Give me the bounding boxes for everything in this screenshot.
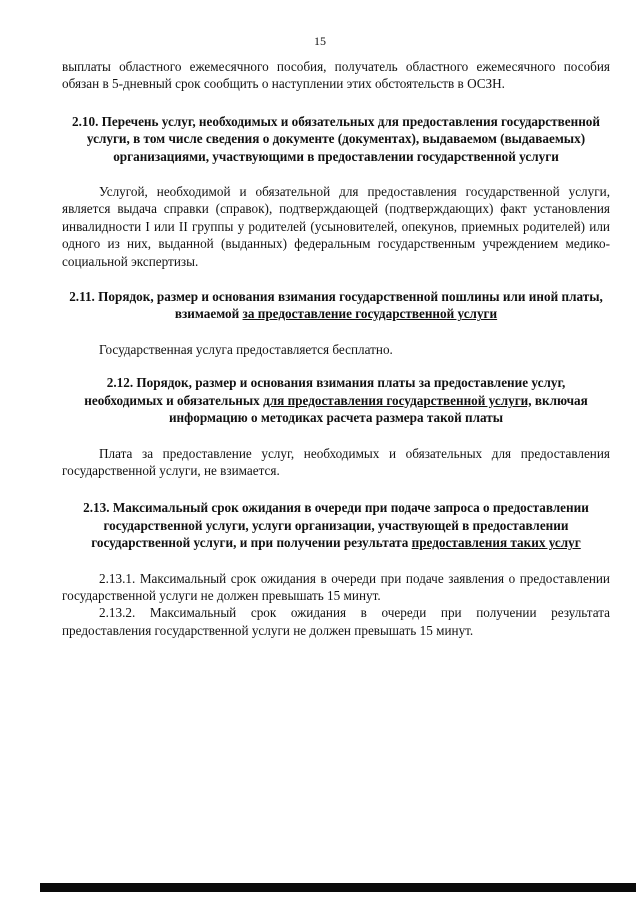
heading-2-12-underlined: для предоставления государственной услуги,	[263, 392, 532, 408]
intro-paragraph: выплаты областного ежемесячного пособия, получатель областного ежемесячного пособия обязан в 5-дневный срок сообщить о наступлении этих обстоятельств в ОСЗН.	[62, 59, 610, 92]
heading-2-12-text-end: включая информацию о методиках расчета размера такой платы	[168, 392, 588, 426]
heading-2-11	[62, 288, 610, 323]
paragraph-2-10: Услугой, необходимой и обязательной для предоставления государственной услуги, является выдача справки (справок), подтверждающей (подтверждающих) факт установления инвалидности I или II группы у родителей (усыновителей, опекунов, приемных родителей) или одного из них, выданной (выданных) федеральным государственным учреждением медико-социальной экспертизы.	[62, 184, 610, 269]
page-number: 15	[314, 34, 326, 48]
heading-2-13-underlined: предоставления таких услуг	[411, 535, 581, 551]
paragraph-2-11: Государственная услуга предоставляется бесплатно.	[99, 341, 393, 357]
heading-2-10	[62, 113, 610, 165]
paragraph-2-13-2: 2.13.2. Максимальный срок ожидания в очереди при получении результата предоставления государственной услуги не должен превышать 15 минут.	[62, 605, 610, 638]
paragraph-2-12: Плата за предоставление услуг, необходимых и обязательных для предоставления государственной услуги, не взимается.	[62, 445, 610, 478]
heading-2-11-underlined: за предоставление государственной услуги	[242, 306, 498, 322]
heading-2-11-text: 2.11. Порядок, размер и основания взимания государственной пошлины или иной платы, взимаемой	[69, 289, 603, 322]
heading-2-13-text: 2.13. Максимальный срок ожидания в очереди при подаче запроса о предоставлении государственной услуги, услуги организации, участвующей в предоставлении государственной услуги, и при получении результата	[83, 500, 589, 551]
heading-2-12	[62, 374, 610, 426]
document-body	[62, 58, 610, 639]
paragraph-2-13-1: 2.13.1. Максимальный срок ожидания в очереди при подаче заявления о предоставлении государственной услуги не должен превышать 15 минут.	[62, 570, 610, 603]
heading-2-12-text: 2.12. Порядок, размер и основания взимания платы за предоставление услуг, необходимых и обязательных	[84, 375, 566, 408]
heading-2-13	[62, 499, 610, 551]
scan-bottom-bar	[40, 883, 636, 892]
heading-2-10-text: 2.10. Перечень услуг, необходимых и обязательных для предоставления государственной услуги, в том числе сведения о документе (документах), выдаваемом (выдаваемых) организациями, участвующими в предоставлении государственной услуги	[71, 113, 601, 164]
